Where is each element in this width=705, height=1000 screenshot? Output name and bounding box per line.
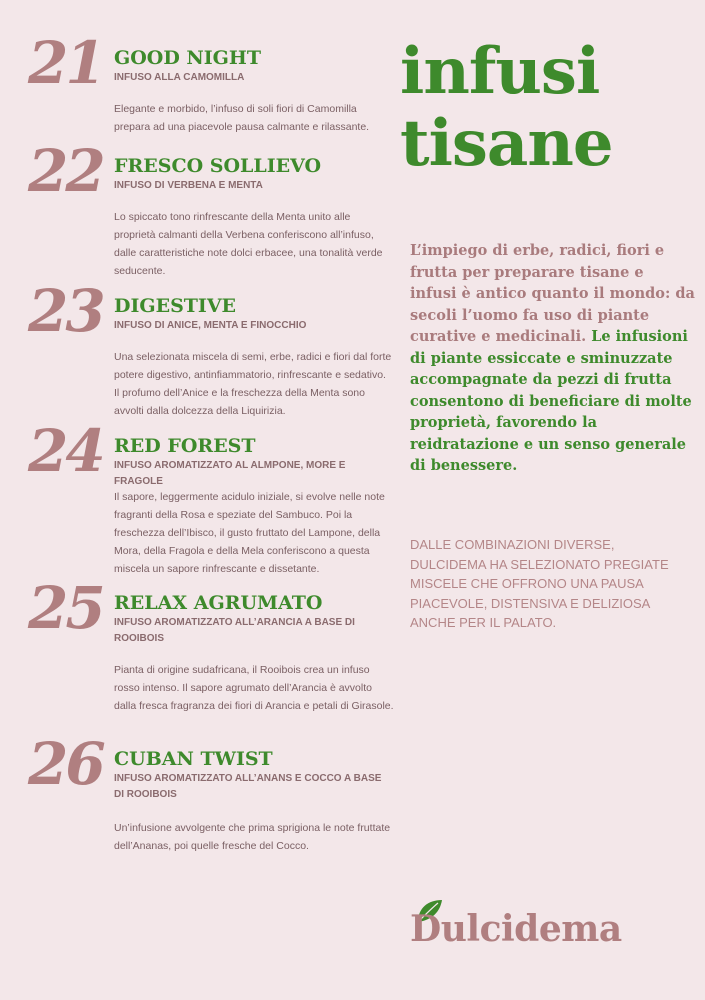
item-number: 23: [28, 277, 103, 345]
item-title: GOOD NIGHT: [114, 47, 261, 69]
item-title: RELAX AGRUMATO: [114, 592, 323, 614]
intro-text-part1: L’impiego di erbe, radici, fiori e frutta per preparare tisane e infusi è antico quanto il mondo: da secoli l’uomo fa uso di piante curative e medicinali.: [410, 242, 695, 345]
item-subtitle: INFUSO AROMATIZZATO ALL’ARANCIA A BASE DI ROOIBOIS: [114, 617, 355, 644]
item-description: Pianta di origine sudafricana, il Rooibois crea un infuso rosso intenso. Il sapore agrumato dell’Arancia è avvolto dalla fresca fragranza dei fiori di Arancia e petali di Girasole.: [114, 664, 394, 712]
item-number: 22: [28, 137, 103, 205]
item-subtitle: INFUSO ALLA CAMOMILLA: [114, 72, 245, 83]
item-description: Una selezionata miscela di semi, erbe, radici e fiori dal forte potere digestivo, antinfiammatorio, rinfrescante e sedativo. Il profumo dell’Anice e la freschezza della Menta sono avvolti dalla dolcezza della Liquirizia.: [114, 351, 392, 417]
item-title: FRESCO SOLLIEVO: [114, 155, 322, 177]
intro-text-part2: Le infusioni di piante essiccate e sminuzzate accompagnate da pezzi di frutta consentono di beneficiare di molte proprietà, favorendo la reidratazione e un senso generale di benessere.: [410, 328, 692, 474]
item-number: 26: [28, 730, 103, 798]
item-subtitle: INFUSO AROMATIZZATO ALL’ANANS E COCCO A BASE DI ROOIBOIS: [114, 773, 382, 800]
item-number: 24: [28, 417, 103, 485]
page-title: [400, 36, 613, 180]
item-number: 25: [28, 574, 103, 642]
closing-paragraph: DALLE COMBINAZIONI DIVERSE, DULCIDEMA HA SELEZIONATO PREGIATE MISCELE CHE OFFRONO UNA PAUSA PIACEVOLE, DISTENSIVA E DELIZIOSA ANCHE PER IL PALATO.: [410, 537, 669, 630]
brand-logo: [410, 898, 670, 958]
item-title: RED FOREST: [114, 435, 256, 457]
intro-paragraph: [410, 240, 695, 477]
item-subtitle: INFUSO DI VERBENA E MENTA: [114, 180, 263, 191]
item-title: CUBAN TWIST: [114, 748, 273, 770]
item-description: Lo spiccato tono rinfrescante della Menta unito alle proprietà calmanti della Verbena conferiscono all’infuso, dalle caratteristiche note dolci erbacee, una tonalità verde seducente.: [114, 211, 383, 277]
item-subtitle: INFUSO DI ANICE, MENTA E FINOCCHIO: [114, 320, 307, 331]
item-title: DIGESTIVE: [114, 295, 237, 317]
page-title-line-2: tisane: [400, 106, 613, 181]
item-description: Il sapore, leggermente acidulo iniziale, si evolve nelle note fragranti della Rosa e speziate del Sambuco. Poi la freschezza dell’Ibisco, il gusto fruttato del Lampone, della Mora, della Fragola e della Mela conferiscono a questa miscela un sapore rinfrescante e dissetante.: [114, 491, 385, 575]
page-title-line-1: infusi: [400, 34, 600, 109]
item-description: Elegante e morbido, l’infuso di soli fiori di Camomilla prepara ad una piacevole pausa calmante e rilassante.: [114, 103, 370, 133]
item-subtitle: INFUSO AROMATIZZATO AL ALMPONE, MORE E FRAGOLE: [114, 460, 346, 487]
item-description: Un’infusione avvolgente che prima sprigiona le note fruttate dell’Ananas, poi quelle fresche del Cocco.: [114, 822, 391, 852]
brand-name: Dulcidema: [410, 908, 622, 950]
item-number: 21: [28, 29, 103, 97]
